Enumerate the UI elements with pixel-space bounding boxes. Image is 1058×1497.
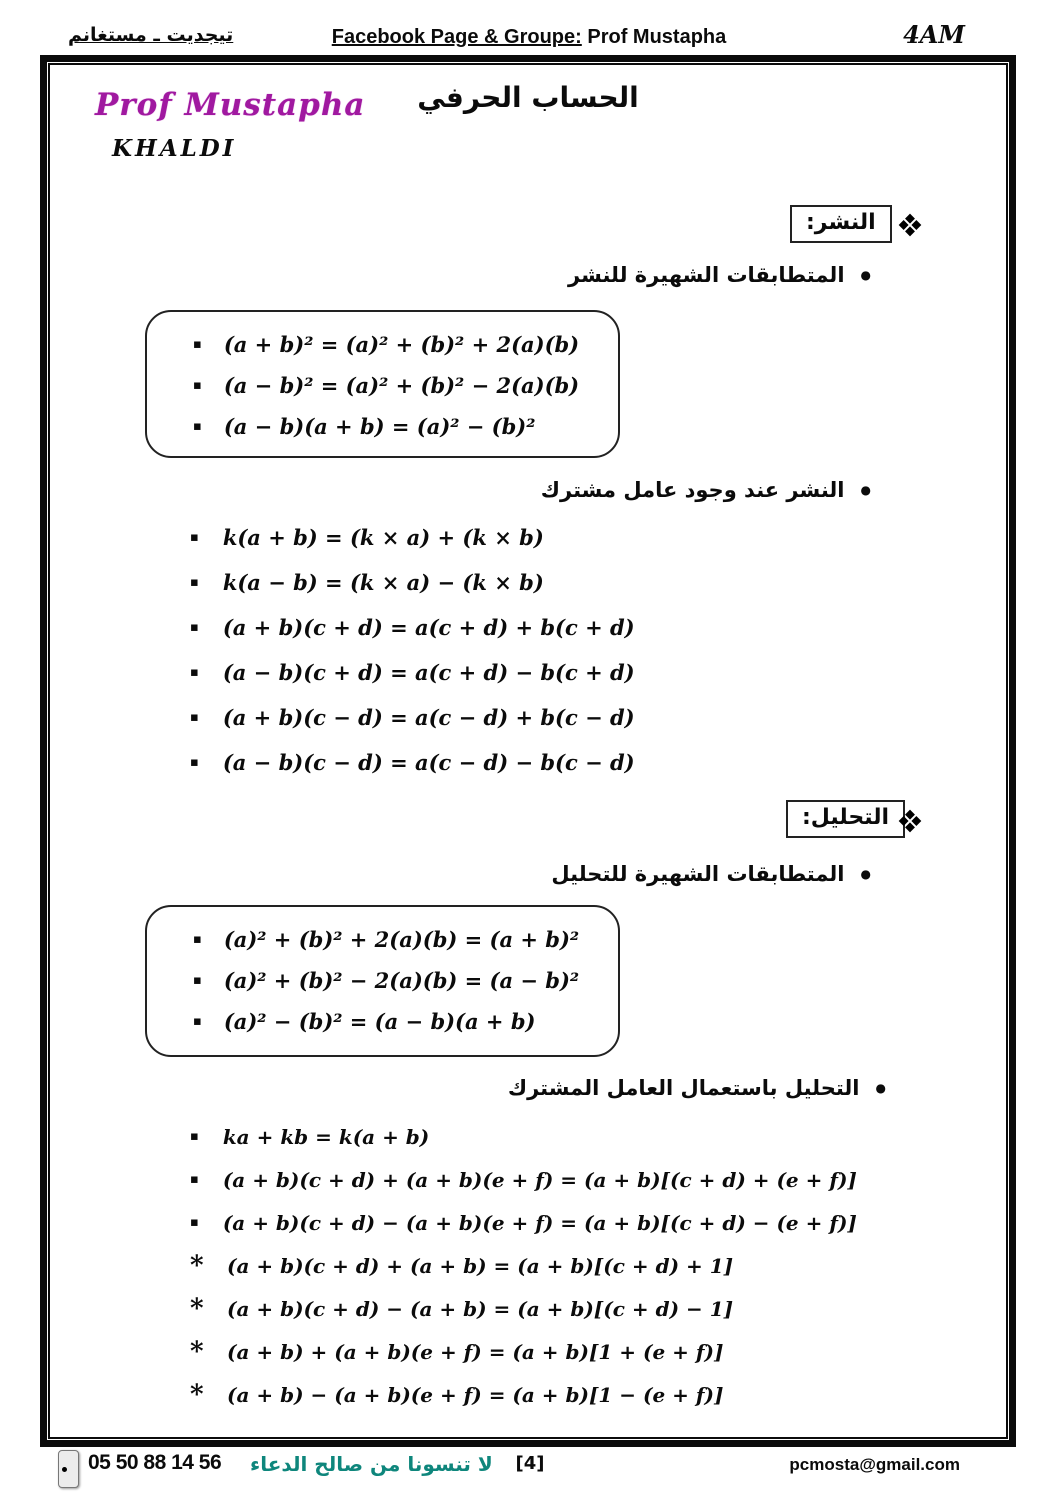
mobile-phone-icon	[58, 1450, 79, 1488]
formula-text: (a + b) + (a + b)(e + f) = (a + b)[1 + (e + f)]	[227, 1339, 724, 1364]
header-grade-label: 4AM	[903, 20, 965, 49]
header-facebook-label	[0, 26, 1058, 49]
formula-row	[193, 1001, 608, 1042]
square-bullet-icon: ▪	[190, 710, 199, 725]
identities-box-tahlil	[145, 905, 620, 1057]
square-bullet-icon: ▪	[190, 1129, 199, 1144]
formula-text: (a + b)(c + d) = a(c + d) + b(c + d)	[222, 615, 635, 640]
bullet-tahlil-identities	[551, 862, 871, 886]
logo-prof-mustapha: Prof Mustapha	[95, 87, 366, 123]
star-bullet-icon: *	[190, 1250, 204, 1281]
formula-text: (a + b)² = (a)² + (b)² + 2(a)(b)	[223, 332, 580, 357]
formula-text: (a)² − (b)² = (a − b)(a + b)	[223, 1009, 536, 1034]
formula-text: (a + b)(c + d) + (a + b) = (a + b)[(c + d) + 1]	[227, 1253, 734, 1278]
formula-row	[190, 740, 635, 785]
formula-row	[190, 560, 635, 605]
bullet-nashr-identities	[568, 263, 871, 287]
formula-row	[193, 960, 608, 1001]
square-bullet-icon: ▪	[190, 1215, 199, 1230]
square-bullet-icon: ▪	[193, 932, 202, 947]
formula-text: (a + b)(c + d) − (a + b) = (a + b)[(c + d) − 1]	[227, 1296, 734, 1321]
formula-text: (a − b)(c + d) = a(c + d) − b(c + d)	[222, 660, 635, 685]
formula-text: (a + b) − (a + b)(e + f) = (a + b)[1 − (e + f)]	[227, 1382, 724, 1407]
square-bullet-icon: ▪	[190, 665, 199, 680]
formula-row	[193, 919, 608, 960]
tahlil-formula-list	[190, 1115, 857, 1416]
footer-page-number: [4]	[515, 1453, 545, 1474]
formula-text: (a + b)(c + d) − (a + b)(e + f) = (a + b)[(c + d) − (e + f)]	[222, 1210, 857, 1235]
square-bullet-icon: ▪	[193, 378, 202, 393]
square-bullet-icon: ▪	[193, 973, 202, 988]
square-bullet-icon: ▪	[190, 530, 199, 545]
formula-text: (a − b)(c − d) = a(c − d) − b(c − d)	[222, 750, 635, 775]
formula-text: (a)² + (b)² + 2(a)(b) = (a + b)²	[223, 927, 580, 952]
formula-text: (a + b)(c + d) + (a + b)(e + f) = (a + b)[(c + d) + (e + f)]	[222, 1167, 857, 1192]
square-bullet-icon: ▪	[190, 575, 199, 590]
formula-text: k(a + b) = (k × a) + (k × b)	[222, 525, 544, 550]
formula-row	[190, 605, 635, 650]
nashr-formula-list	[190, 515, 635, 785]
page-title: الحساب الحرفي	[417, 81, 639, 114]
formula-text: (a − b)² = (a)² + (b)² − 2(a)(b)	[223, 373, 580, 398]
bullet-dot-icon: ●	[860, 483, 871, 497]
formula-row	[190, 1158, 857, 1201]
formula-row	[190, 1201, 857, 1244]
section-heading-tahlil: التحليل:	[786, 800, 905, 838]
formula-row	[190, 1244, 857, 1287]
header-school-label: تيجديت ـ مستغانم	[68, 24, 234, 46]
formula-row	[190, 1373, 857, 1416]
logo-khaldi: KHALDI	[112, 135, 237, 162]
formula-row	[193, 324, 608, 365]
square-bullet-icon: ▪	[193, 419, 202, 434]
footer-prayer-text: لا تنسونا من صالح الدعاء	[250, 1452, 493, 1476]
bullet-label: المتطابقات الشهيرة للنشر	[568, 263, 845, 287]
section-heading-nashr: النشر:	[790, 205, 892, 243]
bullet-dot-icon: ●	[860, 867, 871, 881]
formula-row	[193, 406, 608, 447]
star-bullet-icon: *	[190, 1379, 204, 1410]
bullet-nashr-common-factor	[541, 478, 871, 502]
document-page-inner-border	[48, 63, 1008, 1439]
bullet-label: التحليل باستعمال العامل المشترك	[507, 1076, 860, 1100]
footer-phone-number: 05 50 88 14 56	[88, 1451, 222, 1474]
formula-row	[190, 1115, 857, 1158]
bullet-tahlil-common-factor	[508, 1076, 886, 1100]
formula-row	[193, 365, 608, 406]
formula-text: k(a − b) = (k × a) − (k × b)	[222, 570, 544, 595]
bullet-label: المتطابقات الشهيرة للتحليل	[551, 862, 845, 886]
square-bullet-icon: ▪	[193, 337, 202, 352]
square-bullet-icon: ▪	[190, 755, 199, 770]
bullet-label: النشر عند وجود عامل مشترك	[540, 478, 845, 502]
formula-row	[190, 650, 635, 695]
document-page-frame	[40, 55, 1016, 1447]
identities-box-nashr	[145, 310, 620, 458]
square-bullet-icon: ▪	[190, 620, 199, 635]
header-facebook-underlined: Facebook Page & Groupe:	[331, 26, 582, 48]
formula-row	[190, 515, 635, 560]
bullet-dot-icon: ●	[860, 268, 871, 282]
formula-row	[190, 1330, 857, 1373]
formula-text: (a)² + (b)² − 2(a)(b) = (a − b)²	[223, 968, 580, 993]
bullet-dot-icon: ●	[875, 1081, 886, 1095]
star-bullet-icon: *	[190, 1336, 204, 1367]
header-facebook-rest: Prof Mustapha	[581, 26, 727, 48]
four-diamond-icon	[899, 214, 922, 237]
formula-text: (a + b)(c − d) = a(c − d) + b(c − d)	[222, 705, 635, 730]
formula-row	[190, 1287, 857, 1330]
square-bullet-icon: ▪	[190, 1172, 199, 1187]
star-bullet-icon: *	[190, 1293, 204, 1324]
formula-row	[190, 695, 635, 740]
square-bullet-icon: ▪	[193, 1014, 202, 1029]
footer-email: pcmosta@gmail.com	[789, 1455, 960, 1474]
formula-text: ka + kb = k(a + b)	[222, 1124, 430, 1149]
formula-text: (a − b)(a + b) = (a)² − (b)²	[223, 414, 536, 439]
